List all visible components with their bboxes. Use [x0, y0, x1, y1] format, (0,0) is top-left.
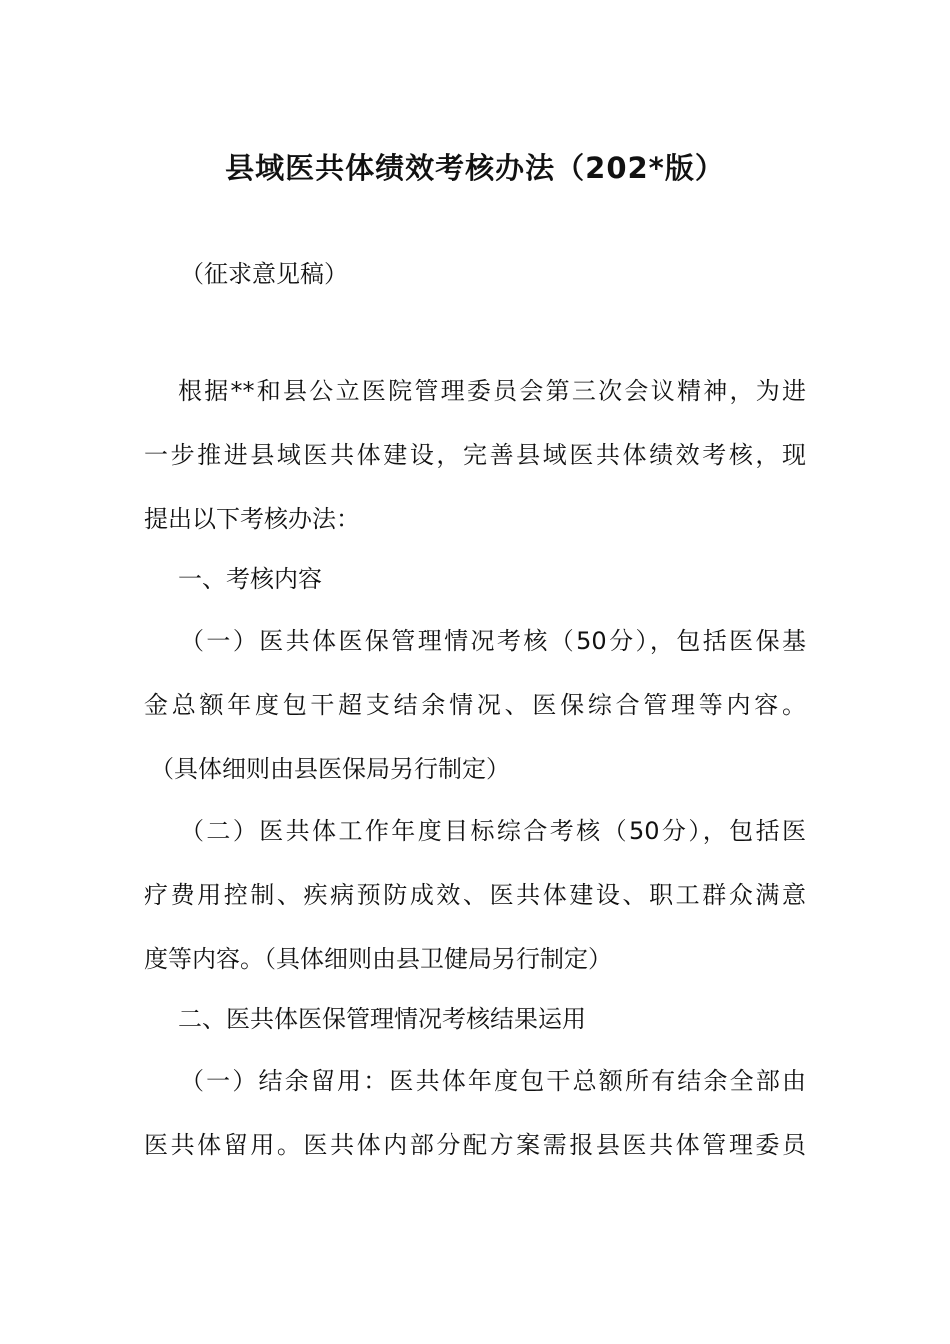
paragraph-line: 疗费用控制、疾病预防成效、医共体建设、职工群众满意: [144, 881, 806, 909]
paragraph-line: （二）医共体工作年度目标综合考核（50分），包括医: [180, 817, 806, 845]
paragraph-line: 提出以下考核办法：: [144, 505, 360, 533]
paragraph-line: 度等内容。（具体细则由县卫健局另行制定）: [144, 945, 612, 973]
paragraph-line: （一）结余留用：医共体年度包干总额所有结余全部由: [180, 1067, 806, 1095]
section-heading: 一、考核内容: [178, 565, 322, 593]
paragraph-line: 根据**和县公立医院管理委员会第三次会议精神，为进: [178, 377, 806, 405]
section-heading: 二、医共体医保管理情况考核结果运用: [178, 1005, 586, 1033]
paragraph-line: （具体细则由县医保局另行制定）: [150, 755, 510, 783]
paragraph-line: 一步推进县域医共体建设，完善县域医共体绩效考核，现: [144, 441, 806, 469]
paragraph-line: （一）医共体医保管理情况考核（50分），包括医保基: [180, 627, 806, 655]
document-subtitle: （征求意见稿）: [180, 260, 348, 288]
document-title: 县域医共体绩效考核办法（202*版）: [225, 151, 725, 185]
paragraph-line: 医共体留用。医共体内部分配方案需报县医共体管理委员: [144, 1131, 806, 1159]
paragraph-line: 金总额年度包干超支结余情况、医保综合管理等内容。: [144, 691, 806, 719]
